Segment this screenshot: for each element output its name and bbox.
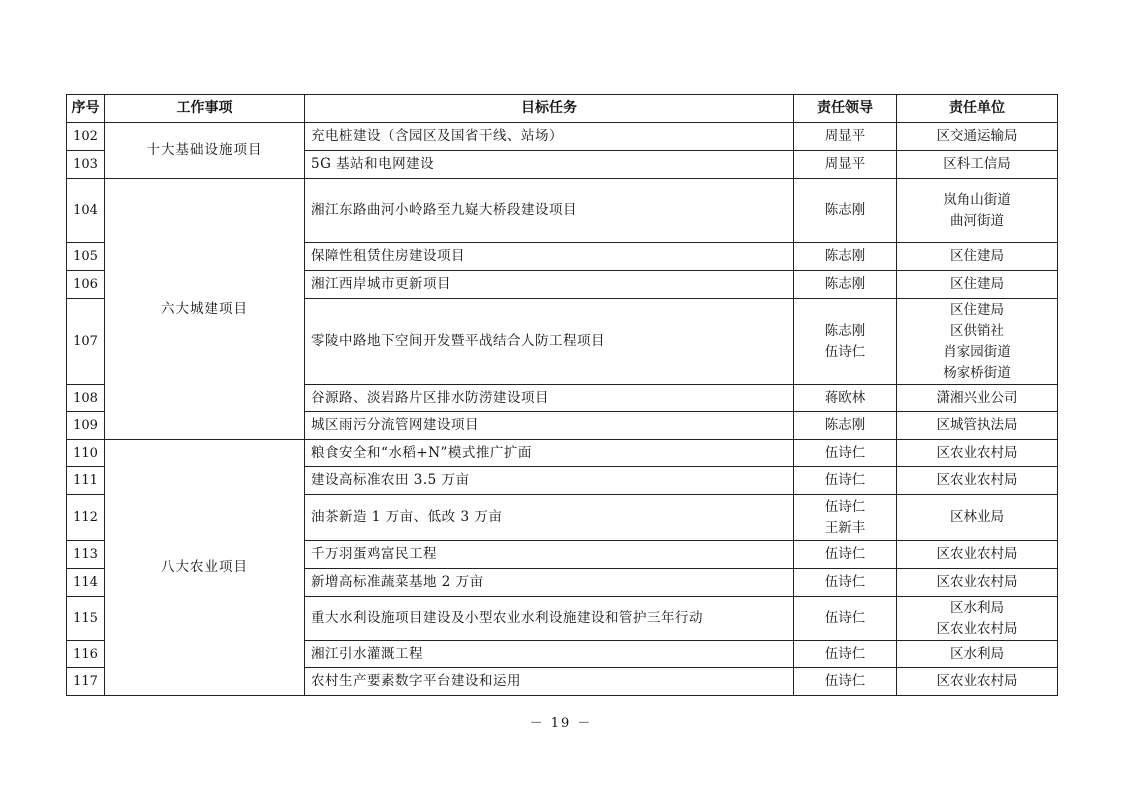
row-leader: 陈志刚	[794, 243, 897, 271]
table-row	[67, 179, 1058, 243]
row-leader: 伍诗仁	[794, 668, 897, 696]
row-leader: 伍诗仁	[794, 440, 897, 467]
row-task: 新增高标准蔬菜基地 2 万亩	[305, 569, 794, 597]
row-leader: 伍诗仁	[794, 541, 897, 569]
row-leader: 陈志刚 伍诗仁	[794, 299, 897, 385]
row-number: 104	[67, 179, 105, 243]
row-leader: 伍诗仁	[794, 597, 897, 641]
row-task: 湘江引水灌溉工程	[305, 641, 794, 668]
row-number: 114	[67, 569, 105, 597]
table-header-row	[67, 95, 1058, 123]
row-task: 零陵中路地下空间开发暨平战结合人防工程项目	[305, 299, 794, 385]
work-items-table	[66, 94, 1058, 696]
row-unit: 区农业农村局	[897, 467, 1058, 495]
row-number: 106	[67, 271, 105, 299]
row-task: 谷源路、淡岩路片区排水防涝建设项目	[305, 385, 794, 412]
row-task: 充电桩建设（含园区及国省干线、站场）	[305, 123, 794, 151]
row-unit: 岚角山街道 曲河街道	[897, 179, 1058, 243]
row-unit: 区农业农村局	[897, 440, 1058, 467]
row-task: 城区雨污分流管网建设项目	[305, 412, 794, 440]
row-unit: 区农业农村局	[897, 668, 1058, 696]
row-task: 保障性租赁住房建设项目	[305, 243, 794, 271]
row-leader: 陈志刚	[794, 271, 897, 299]
row-unit: 区住建局	[897, 271, 1058, 299]
row-unit: 区科工信局	[897, 151, 1058, 179]
group-label: 六大城建项目	[105, 179, 305, 440]
table-row	[67, 123, 1058, 151]
row-leader: 伍诗仁 王新丰	[794, 495, 897, 541]
row-number: 105	[67, 243, 105, 271]
row-leader: 陈志刚	[794, 179, 897, 243]
row-number: 112	[67, 495, 105, 541]
row-leader: 周显平	[794, 123, 897, 151]
row-leader: 伍诗仁	[794, 467, 897, 495]
row-number: 117	[67, 668, 105, 696]
row-task: 5G 基站和电网建设	[305, 151, 794, 179]
row-number: 102	[67, 123, 105, 151]
header-item: 工作事项	[105, 95, 305, 123]
row-leader: 伍诗仁	[794, 569, 897, 597]
row-unit: 区住建局	[897, 243, 1058, 271]
row-unit: 潇湘兴业公司	[897, 385, 1058, 412]
row-task: 湘江东路曲河小岭路至九嶷大桥段建设项目	[305, 179, 794, 243]
row-number: 116	[67, 641, 105, 668]
row-leader: 伍诗仁	[794, 641, 897, 668]
row-unit: 区水利局	[897, 641, 1058, 668]
row-number: 115	[67, 597, 105, 641]
header-no: 序号	[67, 95, 105, 123]
row-unit: 区林业局	[897, 495, 1058, 541]
header-task: 目标任务	[305, 95, 794, 123]
row-number: 110	[67, 440, 105, 467]
row-unit: 区农业农村局	[897, 569, 1058, 597]
row-number: 103	[67, 151, 105, 179]
table-row	[67, 440, 1058, 467]
row-task: 千万羽蛋鸡富民工程	[305, 541, 794, 569]
row-unit: 区水利局 区农业农村局	[897, 597, 1058, 641]
row-task: 油茶新造 1 万亩、低改 3 万亩	[305, 495, 794, 541]
row-unit: 区城管执法局	[897, 412, 1058, 440]
row-task: 湘江西岸城市更新项目	[305, 271, 794, 299]
row-unit: 区交通运输局	[897, 123, 1058, 151]
row-number: 111	[67, 467, 105, 495]
page-number: － 19 －	[529, 716, 593, 731]
row-task: 粮食安全和“水稻+N”模式推广扩面	[305, 440, 794, 467]
header-leader: 责任领导	[794, 95, 897, 123]
row-number: 113	[67, 541, 105, 569]
row-leader: 陈志刚	[794, 412, 897, 440]
row-number: 108	[67, 385, 105, 412]
row-unit: 区住建局 区供销社 肖家园街道 杨家桥街道	[897, 299, 1058, 385]
row-unit: 区农业农村局	[897, 541, 1058, 569]
row-task: 农村生产要素数字平台建设和运用	[305, 668, 794, 696]
group-label: 八大农业项目	[105, 440, 305, 696]
row-number: 109	[67, 412, 105, 440]
row-number: 107	[67, 299, 105, 385]
row-task: 重大水利设施项目建设及小型农业水利设施建设和管护三年行动	[305, 597, 794, 641]
row-task: 建设高标准农田 3.5 万亩	[305, 467, 794, 495]
header-unit: 责任单位	[897, 95, 1058, 123]
row-leader: 蒋欧林	[794, 385, 897, 412]
group-label: 十大基础设施项目	[105, 123, 305, 179]
row-leader: 周显平	[794, 151, 897, 179]
